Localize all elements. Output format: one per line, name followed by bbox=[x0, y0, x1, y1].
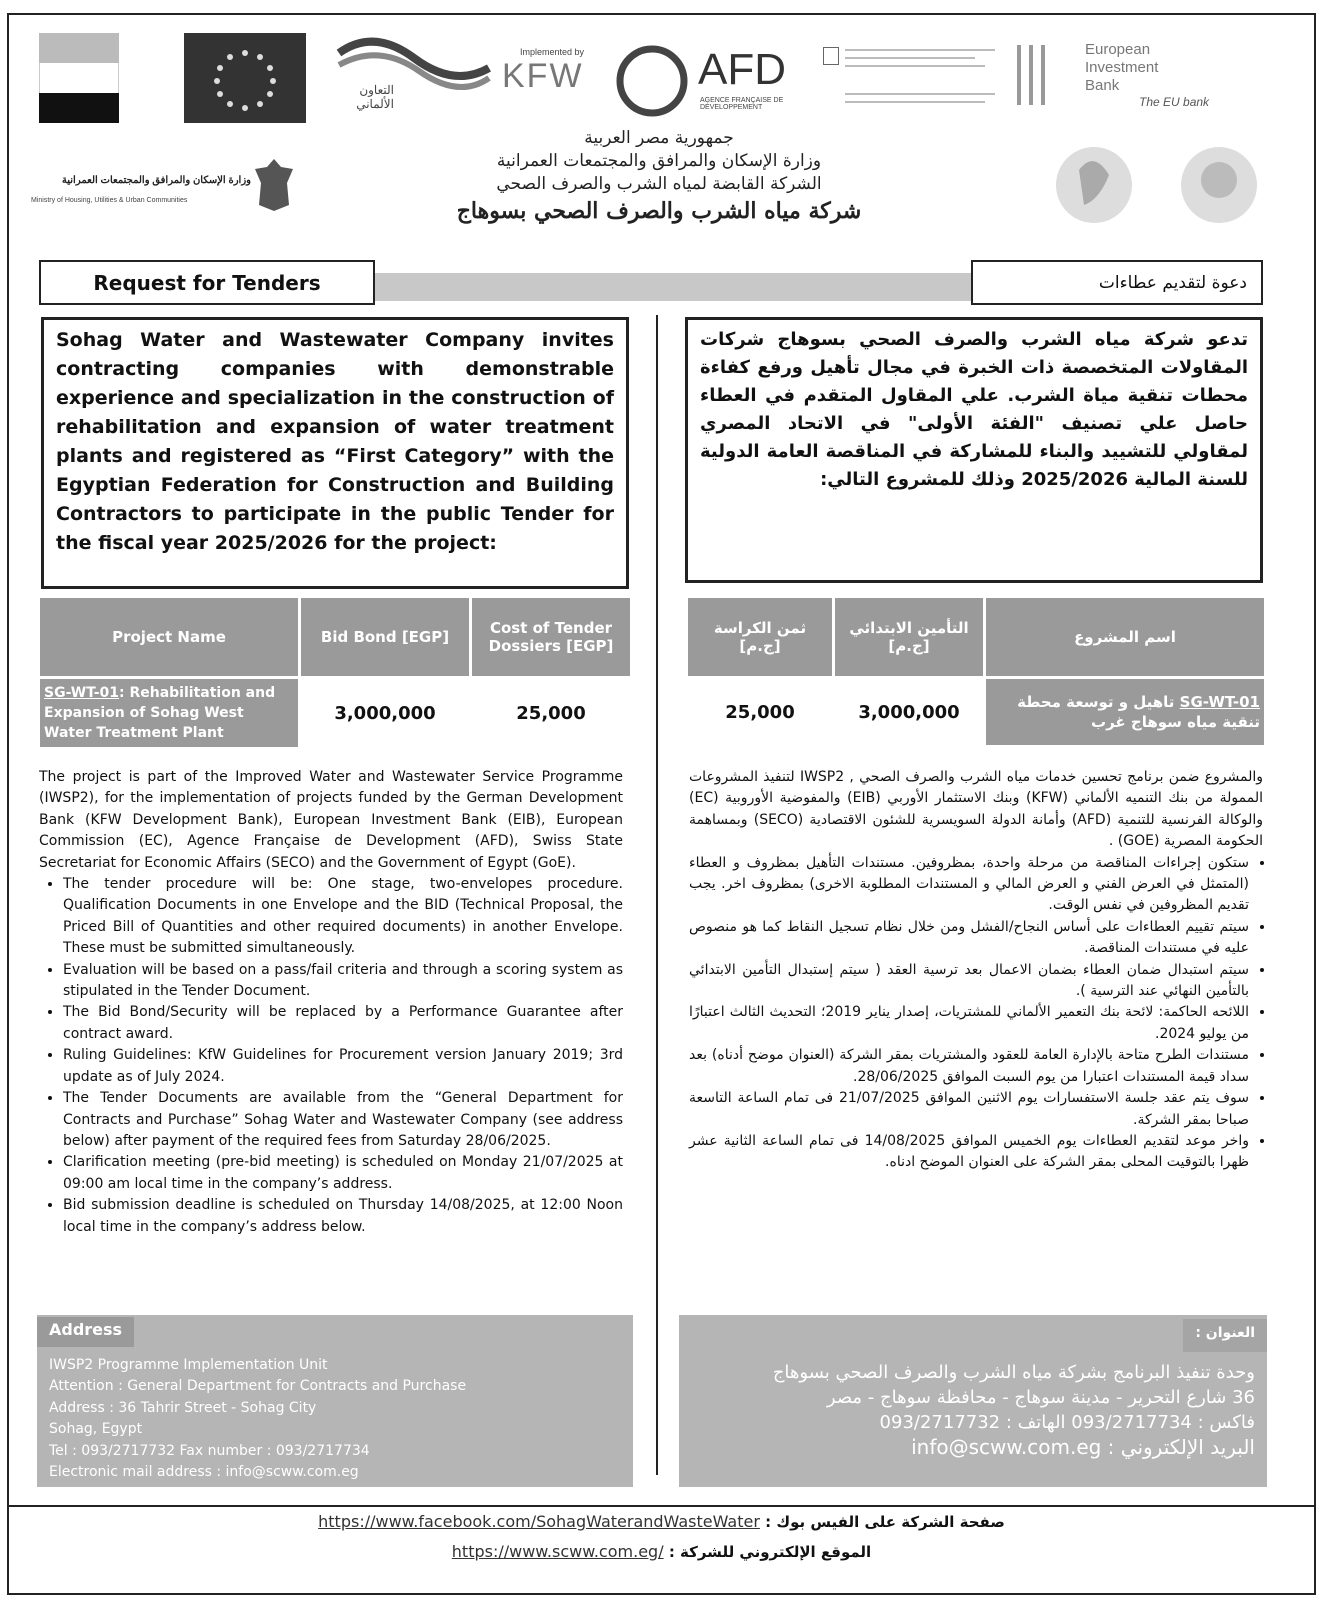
eib-logo bbox=[1017, 35, 1277, 125]
ar-bullets bbox=[689, 853, 1263, 1174]
en-address-l4: Sohag, Egypt bbox=[49, 1421, 143, 1437]
ar-address-l1: وحدة تنفيذ البرنامج بشركة مياه الشرب والصرف الصحي بسوهاج bbox=[772, 1362, 1255, 1383]
ministry-logo bbox=[31, 155, 301, 225]
en-bullet-6: • Clarification meeting (pre-bid meeting) is scheduled on Monday 21/07/2025 at 09:00 am local time in the company’s address. bbox=[63, 1152, 623, 1195]
giz-logo bbox=[334, 33, 492, 123]
en-address-block bbox=[37, 1315, 633, 1487]
ar-address-head: العنوان : bbox=[1183, 1319, 1267, 1352]
en-address-l6: Electronic mail address : info@scww.com.eg bbox=[49, 1464, 359, 1480]
en-col-cost: Cost of Tender Dossiers [EGP] bbox=[472, 598, 630, 676]
ar-bullet-6: • سوف يتم عقد جلسة الاستفسارات يوم الاثنين الموافق 21/07/2025 فى تمام الساعة التاسعة صباحا بمقر الشركة. bbox=[689, 1088, 1249, 1131]
eagle-emblem-icon bbox=[251, 155, 297, 215]
en-project-cell bbox=[40, 679, 298, 747]
swiss-seco-logo bbox=[819, 43, 1009, 123]
en-bullet-3: • The Bid Bond/Security will be replaced by a Performance Guarantee after contract award. bbox=[63, 1002, 623, 1045]
ar-address-l2: 36 شارع التحرير - مدينة سوهاج - محافظة سوهاج - مصر bbox=[826, 1387, 1255, 1408]
ar-body bbox=[689, 767, 1263, 1174]
en-bullet-4: • Ruling Guidelines: KfW Guidelines for Procurement version January 2019; 3rd update as of July 2024. bbox=[63, 1045, 623, 1088]
ar-bullet-7: • واخر موعد لتقديم العطاءات يوم الخميس الموافق 14/08/2025 فى تمام الساعة الثانية عشر ظهرا بالتوقيت المحلى بمقر الشركة على العنوان الموضح ادناه. bbox=[689, 1131, 1249, 1174]
en-bullet-1: • The tender procedure will be: One stage, two-envelopes procedure. Qualification Documents in one Envelope and the BID (Technical Proposal, the Priced Bill of Quantities and other required documents) in another Envelope. These must be submitted simultaneously. bbox=[63, 874, 623, 960]
en-project-name: : Rehabilitation and Expansion of Sohag West Water Treatment Plant bbox=[44, 685, 276, 741]
en-intro: Sohag Water and Wastewater Company invites contracting companies with demonstrable experience and specialization in the construction of rehabilitation and expansion of water treatment plants and registered as “First Category” with the Egyptian Federation for Construction and Building Contractors to participate in the public Tender for the fiscal year 2025/2026 for the project: bbox=[41, 317, 629, 589]
footer bbox=[9, 1505, 1314, 1567]
ar-address-block bbox=[679, 1315, 1267, 1487]
footer-website-row bbox=[9, 1537, 1314, 1567]
en-body-intro: The project is part of the Improved Water and Wastewater Service Programme (IWSP2), for the implementation of projects funded by the German Development Bank (KFW Development Bank), European Investment Bank (EIB), European Commission (EC), Agence Française de Development (AFD), Swiss State Secretariat for Economic Affairs (SECO) and the Government of Egypt (GoE). bbox=[39, 769, 623, 871]
header-line-3: الشركة القابضة لمياه الشرب والصرف الصحي bbox=[496, 174, 822, 194]
column-divider bbox=[656, 315, 658, 1475]
eib-line2: Investment bbox=[1085, 59, 1159, 76]
afd-logo bbox=[612, 37, 812, 127]
ar-col-project-name: اسم المشروع bbox=[986, 598, 1264, 676]
ar-project-name: تاهيل و توسعة محطة تنقية مياه سوهاج غرب bbox=[1017, 693, 1260, 731]
en-address-head: Address bbox=[37, 1317, 134, 1347]
header-line-2: وزارة الإسكان والمرافق والمجتمعات العمرانية bbox=[496, 151, 822, 171]
tender-notice-page bbox=[7, 13, 1316, 1595]
en-cost-value: 25,000 bbox=[516, 702, 586, 724]
website-label: الموقع الإلكتروني للشركة : bbox=[668, 1543, 872, 1561]
ar-project-table bbox=[685, 595, 1267, 748]
ar-title: دعوة لتقديم عطاءات bbox=[971, 260, 1263, 305]
title-band bbox=[369, 273, 979, 301]
en-bullet-2: • Evaluation will be based on a pass/fail criteria and through a scoring system as stipulated in the Tender Document. bbox=[63, 960, 623, 1003]
egypt-flag-logo bbox=[39, 33, 119, 123]
en-address-l3: Address : 36 Tahrir Street - Sohag City bbox=[49, 1399, 317, 1416]
header-line-4: شركة مياه الشرب والصرف الصحي بسوهاج bbox=[456, 198, 862, 224]
footer-facebook-row bbox=[9, 1507, 1314, 1537]
ar-bullet-4: • اللائحه الحاكمة: لائحة بنك التعمير الألماني للمشتريات، إصدار يناير 2019؛ التحديث الثالث اعتبارًا من يوليو 2024. bbox=[689, 1002, 1249, 1045]
en-body bbox=[39, 767, 623, 1238]
ar-col-bid-bond: التأمين الابتدائي [ج.م] bbox=[835, 598, 983, 676]
afd-sub: AGENCE FRANÇAISE DE DÉVELOPPEMENT bbox=[700, 97, 784, 111]
en-address-l2: Attention : General Department for Contracts and Purchase bbox=[49, 1378, 467, 1394]
en-bullet-5: • The Tender Documents are available from the “General Department for Contracts and Purchase” Sohag Water and Wastewater Company (see address below) after payment of the required fees from Saturday 28/06/2025. bbox=[63, 1088, 623, 1152]
ar-bid-bond-value: 3,000,000 bbox=[858, 701, 960, 723]
kfw-name: KFW bbox=[502, 57, 584, 95]
en-title: Request for Tenders bbox=[39, 260, 375, 305]
eib-line1: European bbox=[1085, 41, 1151, 58]
en-bullets bbox=[39, 874, 623, 1238]
en-project-table bbox=[37, 595, 633, 750]
sohag-company-logo bbox=[1159, 140, 1279, 230]
ar-cost-value: 25,000 bbox=[725, 701, 795, 723]
en-col-bid-bond: Bid Bond [EGP] bbox=[301, 598, 469, 676]
eu-flag-logo bbox=[184, 33, 306, 123]
ar-project-code: SG-WT-01 bbox=[1179, 693, 1260, 711]
giz-text: التعاون الألماني bbox=[356, 83, 394, 111]
ar-address-l4: البريد الإلكتروني : info@scww.com.eg bbox=[911, 1435, 1255, 1459]
ar-bullet-2: • سيتم تقييم العطاءات على أساس النجاح/الفشل ومن خلال نظام تسجيل النقاط كما هو منصوص عليه في مستندات المناقصة. bbox=[689, 917, 1249, 960]
eib-tag: The EU bank bbox=[1139, 95, 1210, 109]
ministry-name-en: Ministry of Housing, Utilities & Urban Communities bbox=[31, 197, 188, 204]
ar-address-l3: فاكس : 093/2717734 الهاتف : 093/2717732 bbox=[879, 1412, 1255, 1433]
en-address-l1: IWSP2 Programme Implementation Unit bbox=[49, 1356, 328, 1373]
eib-line3: Bank bbox=[1085, 77, 1120, 94]
ar-bullet-1: • ستكون إجراءات المناقصة من مرحلة واحدة، بمظروفين. مستندات التأهيل بمظروف و العطاء (المتمثل في العرض الفني و العرض المالي و المستندات المطلوبة الاخرى) بمظروف اخر. يجب تقديم المظروفين في نفس الوقت. bbox=[689, 853, 1249, 917]
afd-name: AFD bbox=[698, 45, 786, 94]
en-bullet-7: • Bid submission deadline is scheduled on Thursday 14/08/2025, at 12:00 Noon local time in the company’s address below. bbox=[63, 1195, 623, 1238]
ministry-name-ar: وزارة الإسكان والمرافق والمجتمعات العمرانية bbox=[61, 175, 251, 186]
facebook-link[interactable]: https://www.facebook.com/SohagWaterandWasteWater bbox=[318, 1512, 760, 1531]
kfw-logo bbox=[502, 47, 602, 117]
ar-col-cost: ثمن الكراسة [ج.م] bbox=[688, 598, 832, 676]
ar-bullet-3: • سيتم استبدال ضمان العطاء بضمان الاعمال بعد ترسية العقد ( سيتم إستبدال التأمين الابتدائي بالتأمين النهائي عند الترسية ). bbox=[689, 960, 1249, 1003]
header-block bbox=[339, 127, 979, 226]
header-line-1: جمهورية مصر العربية bbox=[584, 128, 734, 148]
en-project-code: SG-WT-01 bbox=[44, 685, 119, 701]
en-col-project-name: Project Name bbox=[40, 598, 298, 676]
en-address-l5: Tel : 093/2717732 Fax number : 093/2717734 bbox=[49, 1442, 370, 1459]
holding-company-logo bbox=[1039, 140, 1149, 230]
ar-intro: تدعو شركة مياه الشرب والصرف الصحي بسوهاج شركات المقاولات المتخصصة ذات الخبرة في مجال تأهيل ورفع كفاءة محطات تنقية مياة الشرب. علي المقاول المتقدم في العطاء حاصل علي تصنيف "الفئة الأولى" في الاتحاد المصري لمقاولي للتشييد والبناء للمشاركة في المناقصة العامة الدولية للسنة المالية 2025/2026 وذلك للمشروع التالي: bbox=[685, 317, 1263, 583]
ar-bullet-5: • مستندات الطرح متاحة بالإدارة العامة للعقود والمشتريات بمقر الشركة (العنوان موضح أدناه) بعد سداد قيمة المستندات اعتبارا من يوم السبت الموافق 28/06/2025. bbox=[689, 1045, 1249, 1088]
facebook-label: صفحة الشركة على الفيس بوك : bbox=[765, 1513, 1005, 1531]
ar-project-cell bbox=[986, 679, 1264, 745]
kfw-tag: Implemented by bbox=[519, 47, 585, 57]
ar-body-intro: والمشروع ضمن برنامج تحسين خدمات مياه الشرب والصرف الصحي , IWSP2 لتنفيذ المشروعات الممولة من بنك التنميه الألماني (KFW) وبنك الاستثمار الأوربي (EIB) والمفوضية الأوروبية (EC) والوكالة الفرنسية للتنمية (AFD) وأمانة الدولة السويسرية للشئون الاقتصادية (SECO) وبمساهمة الحكومة المصرية (GOE) . bbox=[689, 769, 1264, 850]
website-link[interactable]: https://www.scww.com.eg/ bbox=[451, 1542, 664, 1561]
en-bid-bond-value: 3,000,000 bbox=[334, 702, 436, 724]
